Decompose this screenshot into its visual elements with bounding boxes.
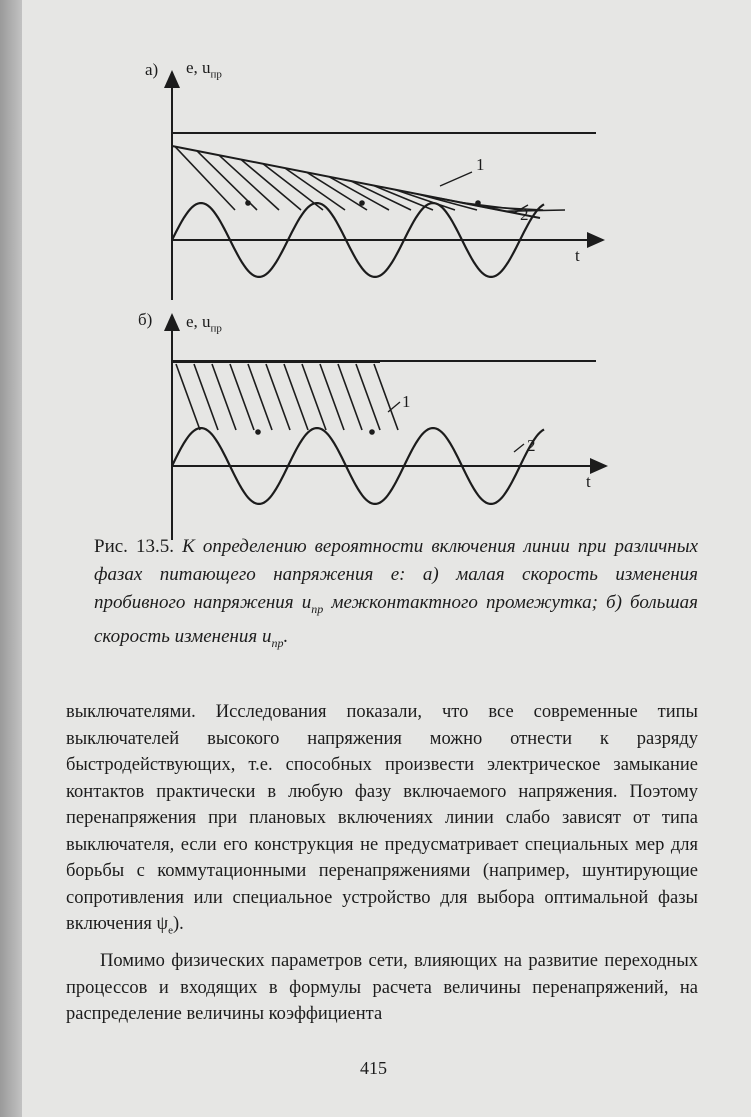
page-number: 415 [360, 1058, 387, 1078]
panel-a-hatch-line [505, 210, 565, 211]
closing-point-dot [255, 429, 261, 435]
panel-b-hatch-line [302, 364, 326, 430]
panel-b-hatch-line [356, 364, 380, 430]
panel-b-curve-2-label: 2 [527, 436, 536, 455]
panel-b-y-label: e, $u_{пр}$ [186, 312, 222, 335]
caption-text: К определению вероятности включения линии при различных фазах питающего напряжения e: а) малая скорость изменения пробивного напряжения u [94, 536, 699, 613]
panel-b-hatch-line [194, 364, 218, 430]
panel-a-curve-1-label: 1 [476, 155, 485, 174]
panel-b-hatch-line [176, 364, 200, 430]
panel-b-hatch-line [266, 364, 290, 430]
panel-b-hatch-line [374, 364, 398, 430]
panel-a-x-label: t [575, 246, 580, 265]
panel-b-hatch-line [284, 364, 308, 430]
panel-b-x-label: t [586, 472, 591, 491]
panel-b-leader-2 [514, 444, 524, 452]
panel-a-y-label: e, $u_{пр}$ [186, 58, 222, 81]
paragraph-1: выключателями. Исследования показали, что все современные типы выключателей высокого напряжения можно отнести к разряду быстродействующих, т.е. способных произвести электрическое замыкание контактов практически в любую фазу включаемого напряжения. Поэтому перенапряжения при плановых включениях линии слабо зависят от типа выключателя, если его конструкция не предусматривает специальных мер для борьбы с коммутационными перенапряжениями (например, шунтирующие сопротивления или специальное устройство для выбора оптимальной фазы включения $\psi_e$). [66, 702, 698, 937]
closing-point-dot [475, 200, 481, 206]
panel-a-curve-2-label: 2 [520, 205, 529, 224]
panel-b-hatch-line [320, 364, 344, 430]
paragraph-2: Помимо физических параметров сети, влияющих на развитие переходных процессов и входящих в формулы расчета величины перенапряжений, на распределение величины коэффициента [66, 951, 698, 1025]
panel-b-hatch-line [248, 364, 272, 430]
panel-a-label: а) [145, 60, 159, 79]
panel-b-curve-1-label: 1 [402, 392, 411, 411]
figure-caption: Рис. 13.5. К определению вероятности включения линии при различных фазах питающего напряжения e: а) малая скорость изменения пробивного напряжения $u_{пр}$ межконтактного промежутка; б) большая скорость изменения $u_{пр}$. [94, 536, 699, 650]
panel-b-hatch-line [338, 364, 362, 430]
closing-point-dot [369, 429, 375, 435]
caption-lead: Рис. 13.5. [94, 536, 175, 557]
panel-a-leader-1 [440, 172, 472, 186]
closing-point-dot [359, 200, 365, 206]
panel-b-hatch-line [212, 364, 236, 430]
body-text [66, 699, 698, 1028]
figure-13-5 [0, 0, 751, 540]
panel-b-hatch-line [230, 364, 254, 430]
closing-point-dot [245, 200, 251, 206]
panel-b-label: б) [138, 310, 153, 329]
